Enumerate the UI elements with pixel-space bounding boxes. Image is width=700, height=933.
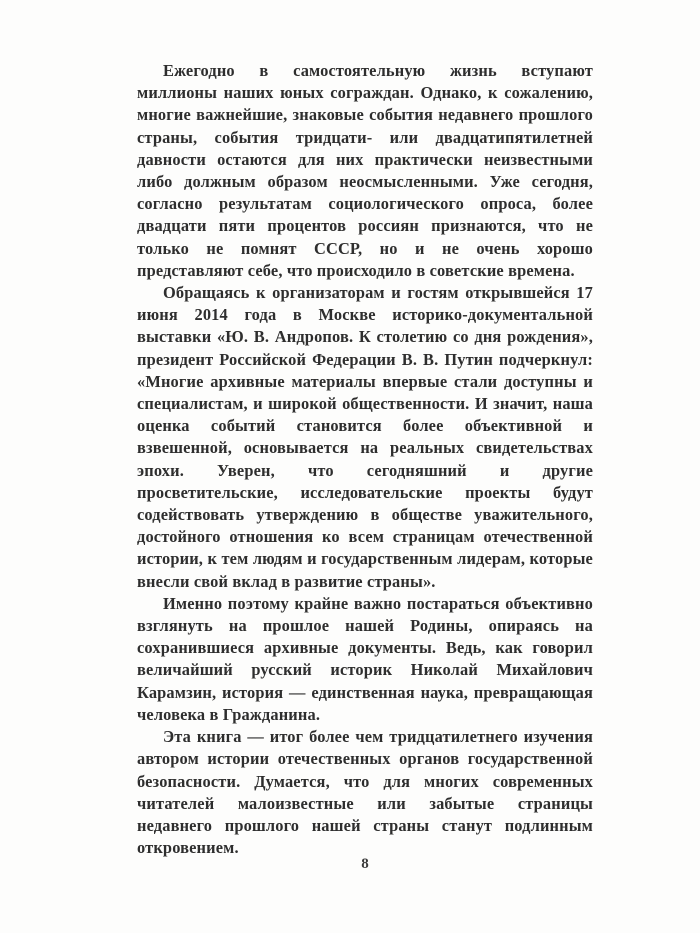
paragraph-putin-quote: Обращаясь к организаторам и гостям открывшейся 17 июня 2014 года в Москве историко-документальной выставки «Ю. В. Андропов. К столетию со дня рождения», президент Российской Федерации В. В. Путин подчеркнул: «Многие архивные материалы впервые стали доступны и специалистам, и широкой общественности. И значит, наша оценка событий становится более объективной и взвешенной, основывается на реальных свидетельствах эпохи. Уверен, что сегодняшний и другие просветительские, исследовательские проекты будут содействовать утверждению в обществе уважительного, достойного отношения ко всем страницам отечественной истории, к тем людям и государственным лидерам, которые внесли свой вклад в развитие страны». [137,283,593,591]
text-block [137,60,593,859]
paragraph-book-summary: Эта книга — итог более чем тридцатилетнего изучения автором истории отечественных органов государственной безопасности. Думается, что для многих современных читателей малоизвестные или забытые страницы недавнего прошлого нашей страны станут подлинным откровением. [137,727,593,858]
paragraph-karamzin: Именно поэтому крайне важно постараться объективно взглянуть на прошлое нашей Родины, опираясь на сохранившиеся архивные документы. Ведь, как говорил величайший русский историк Николай Михайлович Карамзин, история — единственная наука, превращающая человека в Гражданина. [137,593,593,724]
paragraph-intro-generations: Ежегодно в самостоятельную жизнь вступают миллионы наших юных сограждан. Однако, к сожалению, многие важнейшие, знаковые события недавнего прошлого страны, события тридцати- или двадцатипятилетней давности остаются для них практически неизвестными либо должным образом неосмысленными. Уже сегодня, согласно результатам социологического опроса, более двадцати пяти процентов россиян признаются, что не только не помнят СССР, но и не очень хорошо представляют себе, что происходило в советские времена. [137,61,593,280]
page-number: 8 [361,856,369,872]
